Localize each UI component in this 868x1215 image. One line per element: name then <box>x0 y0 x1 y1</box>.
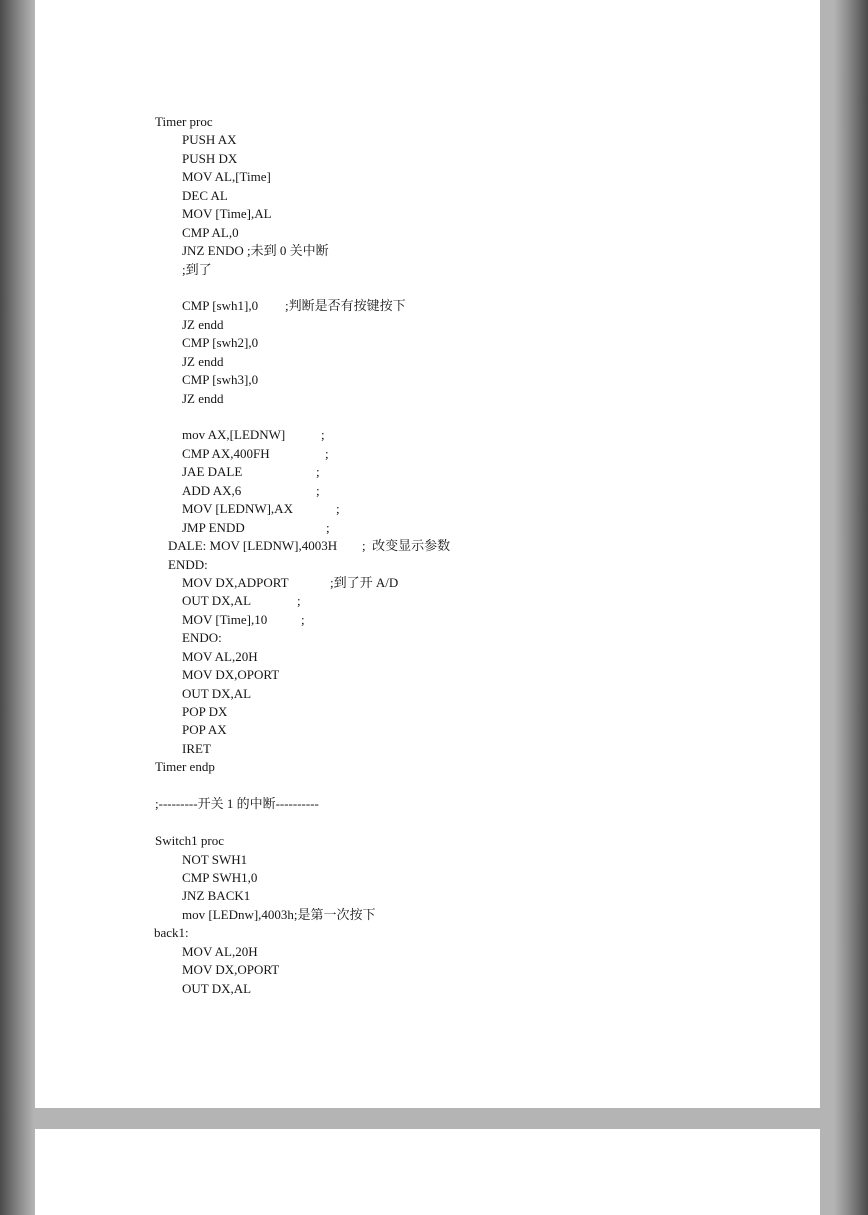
code-text: MOV [LEDNW],AX <box>182 501 293 517</box>
code-text: OUT DX,AL <box>182 685 252 701</box>
code-line <box>35 980 820 998</box>
code-line <box>35 924 820 942</box>
code-line <box>35 721 820 739</box>
code-text: MOV DX,OPORT <box>182 667 280 683</box>
code-line <box>35 943 820 961</box>
code-text: CMP AL,0 <box>182 224 239 240</box>
code-line <box>35 113 820 131</box>
code-line <box>35 832 820 850</box>
code-line <box>35 500 820 518</box>
code-text: PUSH DX <box>182 150 238 166</box>
code-line <box>35 426 820 444</box>
code-line <box>35 685 820 703</box>
code-line <box>35 334 820 352</box>
code-line <box>35 777 820 795</box>
code-text: PUSH AX <box>182 132 237 148</box>
code-comment: ; <box>301 611 305 627</box>
code-text: ENDD: <box>168 556 208 572</box>
code-text: IRET <box>182 740 211 756</box>
code-text: DALE: MOV [LEDNW],4003H <box>168 538 338 554</box>
code-text: CMP SWH1,0 <box>182 869 258 885</box>
code-comment: ; <box>326 519 330 535</box>
code-text: MOV [Time],10 <box>182 611 268 627</box>
code-text: OUT DX,AL <box>182 593 252 609</box>
code-line <box>35 740 820 758</box>
code-text: JAE DALE <box>182 464 243 480</box>
code-line <box>35 556 820 574</box>
code-listing <box>35 113 820 998</box>
code-text: Timer proc <box>155 114 213 129</box>
code-line <box>35 408 820 426</box>
code-line <box>35 224 820 242</box>
code-line <box>35 906 820 924</box>
code-text: OUT DX,AL <box>182 980 252 996</box>
code-text: MOV AL,20H <box>182 943 258 959</box>
code-comment: ;到了开 A/D <box>330 574 399 590</box>
code-line <box>35 795 820 813</box>
code-line <box>35 519 820 537</box>
code-comment: ; 改变显示参数 <box>362 538 451 554</box>
code-line <box>35 537 820 555</box>
code-line <box>35 574 820 592</box>
code-text: MOV [Time],AL <box>182 206 272 222</box>
code-text: mov AX,[LEDNW] <box>182 427 286 443</box>
code-line <box>35 463 820 481</box>
code-line <box>35 666 820 684</box>
code-text: JNZ ENDO ;未到 0 关中断 <box>182 243 329 259</box>
code-line <box>35 887 820 905</box>
code-text: CMP [swh1],0 <box>182 298 259 314</box>
code-text: MOV DX,OPORT <box>182 962 280 978</box>
document-page-1 <box>35 0 820 1108</box>
code-line <box>35 168 820 186</box>
code-text: CMP [swh2],0 <box>182 335 259 351</box>
code-text: ;到了 <box>182 261 212 277</box>
code-line <box>35 869 820 887</box>
code-text: DEC AL <box>182 187 228 203</box>
code-comment: ; <box>336 501 340 517</box>
code-comment: ; <box>325 445 329 461</box>
code-text: MOV AL,20H <box>182 648 258 664</box>
code-text: back1: <box>154 925 189 941</box>
code-text: CMP AX,400FH <box>182 445 270 461</box>
code-line <box>35 371 820 389</box>
code-line <box>35 353 820 371</box>
document-page-2 <box>35 1129 820 1215</box>
code-line <box>35 482 820 500</box>
code-line <box>35 205 820 223</box>
code-line <box>35 758 820 776</box>
code-comment: ; <box>297 593 301 609</box>
code-text: Switch1 proc <box>155 833 224 849</box>
code-line <box>35 592 820 610</box>
code-line <box>35 390 820 408</box>
code-text: POP AX <box>182 722 227 738</box>
code-line <box>35 261 820 279</box>
code-text: POP DX <box>182 704 228 719</box>
code-comment: ;判断是否有按键按下 <box>285 298 406 314</box>
code-line <box>35 851 820 869</box>
code-text: CMP [swh3],0 <box>182 372 259 388</box>
code-line <box>35 187 820 205</box>
code-line <box>35 316 820 334</box>
code-line <box>35 814 820 832</box>
code-comment: ; <box>321 427 325 443</box>
code-line <box>35 611 820 629</box>
code-line <box>35 629 820 647</box>
code-text: JZ endd <box>182 353 224 369</box>
code-text: JZ endd <box>182 316 224 332</box>
code-text: JMP ENDD <box>182 519 245 535</box>
code-text: JZ endd <box>182 390 224 406</box>
code-text: ;---------开关 1 的中断---------- <box>155 796 319 812</box>
code-text: ADD AX,6 <box>182 482 242 498</box>
code-text: mov [LEDnw],4003h;是第一次按下 <box>182 906 376 922</box>
code-text: MOV DX,ADPORT <box>182 574 289 590</box>
code-text: MOV AL,[Time] <box>182 169 271 185</box>
code-line <box>35 131 820 149</box>
code-text: Timer endp <box>155 759 215 775</box>
code-line <box>35 703 820 721</box>
code-comment: ; <box>316 464 320 480</box>
code-line <box>35 961 820 979</box>
code-comment: ; <box>316 482 320 498</box>
code-line <box>35 297 820 315</box>
code-text: ENDO: <box>182 630 222 646</box>
code-line <box>35 648 820 666</box>
code-line <box>35 150 820 168</box>
code-line <box>35 242 820 260</box>
code-text: JNZ BACK1 <box>182 888 251 904</box>
code-text: NOT SWH1 <box>182 851 248 867</box>
code-line <box>35 279 820 297</box>
code-line <box>35 445 820 463</box>
